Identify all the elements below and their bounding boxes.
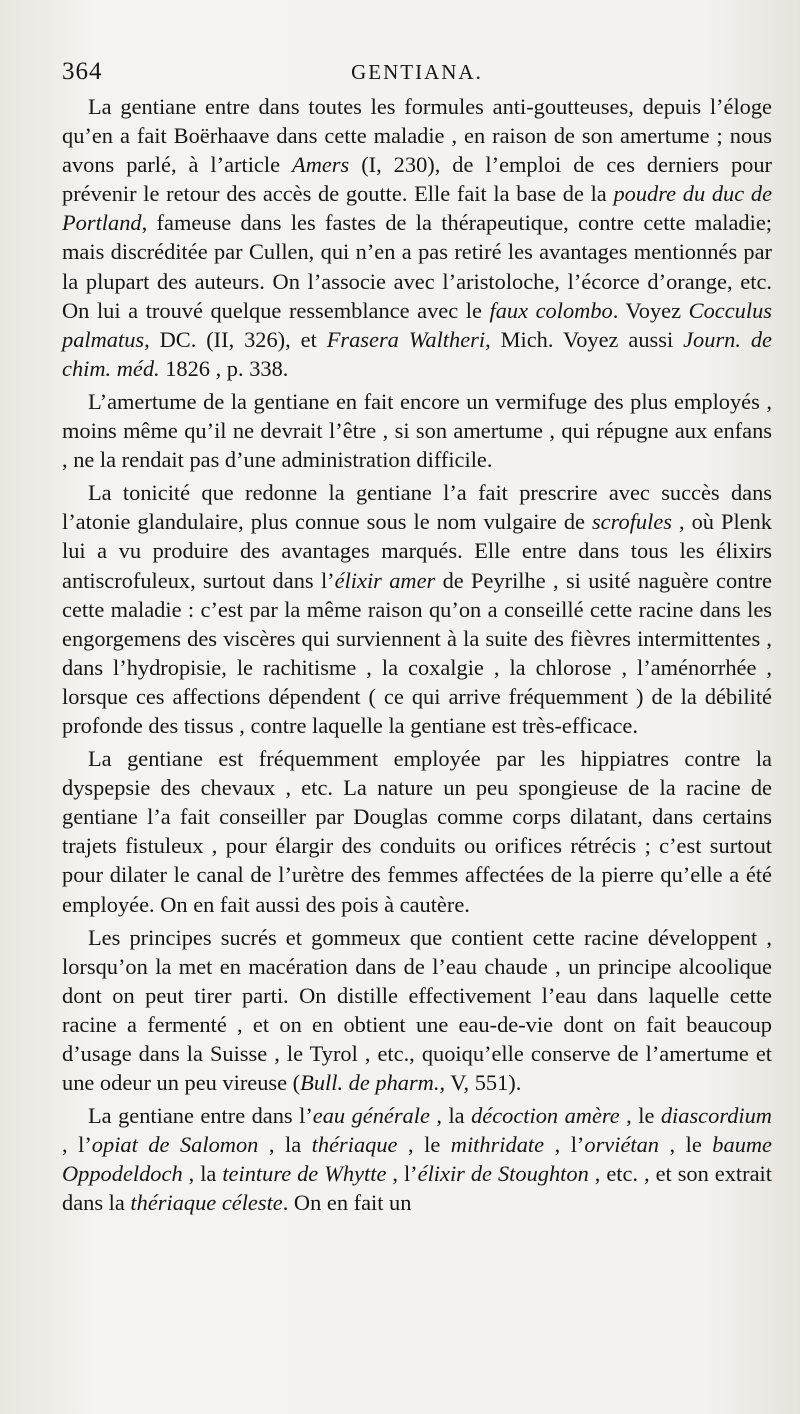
text-run: La gentiane entre dans l’ xyxy=(88,1103,313,1129)
italic-text: faux colombo xyxy=(489,297,613,323)
paragraph xyxy=(62,92,772,383)
italic-text: eau générale xyxy=(312,1103,430,1129)
paragraph xyxy=(62,744,772,919)
text-run: La gentiane est fréquemment employée par les hippiatres contre la dyspepsie des chevaux , etc. La nature un peu spongieuse de la racine de gentiane l’a fait conseiller par Douglas comme corps dilatant, dans certains trajets fistuleux , pour élargir des conduits ou orifices rétrécis ; c’est surtout pour dilater le canal de l’urètre des femmes affectées de la pierre qu’elle a été employée. On en fait aussi des pois à cautère. xyxy=(62,746,772,917)
text-run: (I, 230), de l’emploi de ces derniers pour prévenir le retour des accès de goutte. Elle fait la base de la xyxy=(62,152,772,207)
italic-text: Journ. de chim. méd. xyxy=(62,326,772,381)
italic-text: Frasera Waltheri xyxy=(326,326,486,352)
italic-text: baume Oppodeldoch xyxy=(62,1132,772,1187)
italic-text: poudre du duc de Portland xyxy=(62,181,773,236)
italic-text: mithridate xyxy=(450,1132,545,1158)
paragraph xyxy=(62,387,772,474)
running-title: GENTIANA. xyxy=(351,60,483,84)
text-run: , le xyxy=(659,1132,713,1158)
paragraph xyxy=(62,923,772,1098)
text-run: , fameuse dans les fastes de la thérapeutique, contre cette maladie; mais discréditée par Cullen, qui n’en a pas retiré les avantages mentionnés par la plupart des auteurs. On l’associe avec l’aristoloche, l’écorce d’orange, etc. On lui a trouvé quelque ressemblance avec le xyxy=(62,210,772,323)
text-run: , l’ xyxy=(544,1132,585,1158)
italic-text: teinture de Whytte xyxy=(222,1161,387,1187)
text-run: de Peyrilhe , si usité naguère contre cette maladie : c’est par la même raison qu’on a conseillé cette racine dans les engorgemens des viscères qui surviennent à la suite des fièvres intermittentes , dans l’hydropisie, le rachitisme , la coxalgie , la chlorose , l’aménorrhée , lorsque ces affections dépendent ( ce qui arrive fréquemment ) de la débilité profonde des tissus , contre laquelle la gentiane est très-efficace. xyxy=(62,567,772,738)
text-run: , V, 551). xyxy=(439,1070,522,1096)
text-run: Les principes sucrés et gommeux que contient cette racine développent , lorsqu’on la met en macération dans de l’eau chaude , un principe alcoolique dont on peut tirer parti. On distille effectivement l’eau dans laquelle cette racine a fermenté , et on en obtient une eau-de-vie dont on fait beaucoup d’usage dans la Suisse , le Tyrol , etc., quoiqu’elle conserve de l’amertume et une odeur un peu vireuse ( xyxy=(62,924,772,1096)
italic-text: Cocculus palmatus xyxy=(62,297,772,352)
italic-text: thériaque xyxy=(311,1132,398,1158)
paragraph xyxy=(62,1101,772,1217)
page-header xyxy=(62,58,772,92)
text-run: , le xyxy=(397,1132,451,1158)
text-run: . On en fait un xyxy=(282,1190,412,1216)
text-run: , l’ xyxy=(386,1161,418,1187)
text-run: , la xyxy=(258,1132,312,1158)
italic-text: thériaque céleste xyxy=(130,1190,283,1216)
italic-text: élixir amer xyxy=(334,567,436,593)
paragraph xyxy=(62,478,772,740)
italic-text: diascordium xyxy=(660,1103,772,1129)
text-run: , la xyxy=(182,1161,223,1187)
italic-text: opiat de Salomon xyxy=(91,1132,259,1158)
text-run: , Mich. Voyez aussi xyxy=(485,326,684,352)
italic-text: scrofules xyxy=(591,509,672,535)
text-run: , où Plenk lui a vu produire des avantages marqués. Elle entre dans tous les élixirs antiscrofuleux, surtout dans l’ xyxy=(62,509,772,593)
italic-text: décoction amère xyxy=(471,1103,620,1129)
text-run: La gentiane entre dans toutes les formules anti-goutteuses, depuis l’éloge qu’en a fait Boërhaave dans cette maladie , en raison de son amertume ; nous avons parlé, à l’article xyxy=(62,94,772,178)
text-run: , etc. , et son extrait dans la xyxy=(62,1161,772,1216)
text-run: L’amertume de la gentiane en fait encore un vermifuge des plus employés , moins même qu’il ne devrait l’être , si son amertume , qui répugne aux enfans , ne la rendait pas d’une administration difficile. xyxy=(62,388,772,473)
text-run: , la xyxy=(429,1103,472,1129)
italic-text: Bull. de pharm. xyxy=(300,1070,440,1096)
text-run: , le xyxy=(619,1103,661,1129)
text-run: , l’ xyxy=(62,1132,92,1158)
text-run: , DC. (II, 326), et xyxy=(144,326,327,352)
text-run: La tonicité que redonne la gentiane l’a fait prescrire avec succès dans l’atonie glandulaire, plus connue sous le nom vulgaire de xyxy=(62,480,772,535)
text-run: 1826 , p. 338. xyxy=(159,355,289,381)
page-number: 364 xyxy=(62,58,103,85)
italic-text: Amers xyxy=(292,152,350,178)
italic-text: élixir de Stoughton xyxy=(417,1161,589,1187)
body-text xyxy=(62,92,772,1218)
text-run: . Voyez xyxy=(612,297,689,323)
italic-text: orviétan xyxy=(584,1132,659,1158)
